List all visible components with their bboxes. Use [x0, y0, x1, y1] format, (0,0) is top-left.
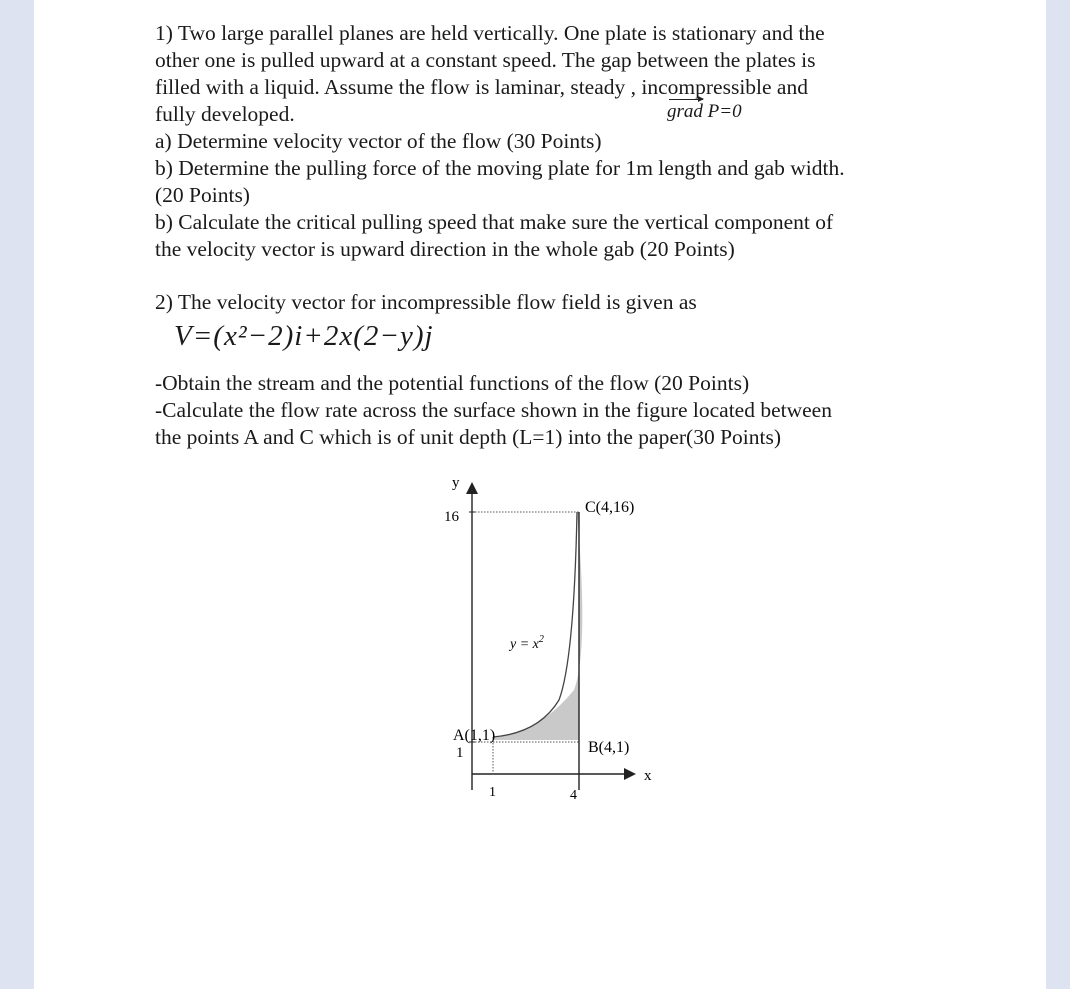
problem-1-line: the velocity vector is upward direction in the whole gab (20 Points) [155, 237, 735, 261]
grad-operator: grad [667, 101, 703, 122]
problem-1-line: a) Determine velocity vector of the flow (30 Points) [155, 129, 602, 153]
x-tick-1-label: 1 [489, 785, 496, 800]
y-tick-1-label: 1 [456, 745, 464, 761]
problem-1-line: fully developed. [155, 102, 295, 126]
y-axis-label: y [452, 475, 460, 491]
velocity-formula-text: V=(x²−2)i+2x(2−y)j [174, 320, 434, 352]
point-b-label: B(4,1) [588, 739, 630, 756]
problem-2-line: -Calculate the flow rate across the surface shown in the figure located between [155, 398, 832, 422]
curve-label-base: y = x [510, 637, 539, 652]
x-axis-label: x [644, 768, 652, 784]
problem-1-line: filled with a liquid. Assume the flow is laminar, steady , incompressible and [155, 75, 808, 99]
x-tick-4-label: 4 [570, 788, 577, 803]
shaded-region [493, 512, 582, 740]
problem-2-line: the points A and C which is of unit depth (L=1) into the paper(30 Points) [155, 425, 781, 449]
document-page [34, 0, 1046, 989]
curve-label-exponent: 2 [538, 634, 544, 645]
grad-equals: P=0 [702, 101, 742, 122]
problem-2-line: -Obtain the stream and the potential functions of the flow (20 Points) [155, 371, 750, 395]
y-tick-16-label: 16 [444, 509, 459, 525]
problem-1-line: b) Calculate the critical pulling speed that make sure the vertical component of [155, 210, 834, 234]
flow-region-figure [34, 0, 1046, 989]
y-axis-arrow [466, 482, 478, 494]
problem-1-line: other one is pulled upward at a constant speed. The gap between the plates is [155, 48, 816, 72]
point-a-label: A(1,1) [453, 727, 496, 744]
problem-1-line: b) Determine the pulling force of the moving plate for 1m length and gab width. [155, 156, 845, 180]
point-c-label: C(4,16) [585, 499, 635, 516]
problem-1-line: 1) Two large parallel planes are held vertically. One plate is stationary and the [155, 21, 825, 45]
x-axis-arrow [624, 768, 636, 780]
problem-1-line: (20 Points) [155, 183, 250, 207]
curve-label [508, 634, 544, 652]
problem-2-intro-line: 2) The velocity vector for incompressible flow field is given as [155, 290, 697, 314]
